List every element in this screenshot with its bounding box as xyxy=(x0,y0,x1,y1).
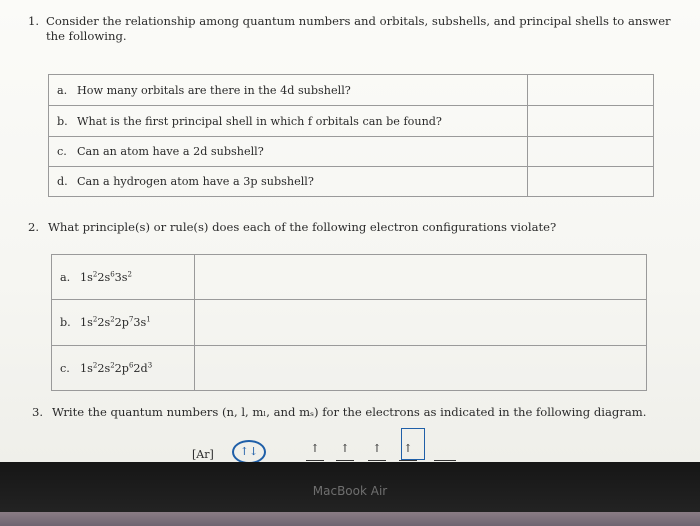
row-label: a. xyxy=(60,270,71,284)
row-text: How many orbitals are there in the 4d subshell? xyxy=(77,83,351,97)
row-text: Can a hydrogen atom have a 3p subshell? xyxy=(77,175,314,188)
electron-count: 6 xyxy=(110,269,115,278)
electron-count: 2 xyxy=(92,315,98,324)
orbital-term: 1s xyxy=(80,361,93,375)
question-3-number: 3. xyxy=(32,405,44,419)
question-1-table xyxy=(48,74,654,197)
electron-configuration xyxy=(80,271,132,284)
answer-cell[interactable] xyxy=(528,75,654,106)
table-row xyxy=(52,300,647,346)
question-2c-cell xyxy=(52,346,195,391)
question-1a-cell xyxy=(49,75,528,106)
question-2a-cell xyxy=(52,255,195,300)
orbital-slot: ↑ xyxy=(336,442,354,461)
electron-count: 2 xyxy=(110,315,115,324)
electron-count: 6 xyxy=(128,360,134,369)
electron-count: 2 xyxy=(110,360,115,369)
answer-cell[interactable] xyxy=(195,346,647,391)
row-label: b. xyxy=(57,114,68,128)
answer-cell[interactable] xyxy=(528,137,654,167)
argon-core-label: [Ar] xyxy=(192,448,214,461)
question-3-text: Write the quantum numbers (n, l, mₗ, and mₛ) for the electrons as indicated in the following diagram. xyxy=(52,405,647,419)
answer-cell[interactable] xyxy=(528,106,654,137)
table-row xyxy=(49,106,654,137)
table-row xyxy=(49,75,654,106)
electron-count: 2 xyxy=(127,269,132,278)
orbital-term: 2s xyxy=(97,361,111,375)
orbital-term: 3s xyxy=(114,270,128,284)
orbital-term: 2p xyxy=(114,361,129,375)
orbital-diagram xyxy=(186,428,476,462)
background-strip xyxy=(0,512,700,526)
question-1b-cell xyxy=(49,106,528,137)
electron-count: 2 xyxy=(92,360,98,369)
electron-count: 1 xyxy=(146,315,151,324)
row-label: d. xyxy=(57,175,68,188)
row-label: a. xyxy=(57,83,68,97)
orbital-term: 3s xyxy=(133,316,147,329)
highlighted-orbital-box xyxy=(401,428,425,460)
row-label: b. xyxy=(60,316,71,329)
question-1-number: 1. xyxy=(28,14,40,28)
orbital-slot xyxy=(434,442,456,461)
answer-cell[interactable] xyxy=(528,167,654,197)
orbital-term: 1s xyxy=(80,270,93,284)
orbital-term: 1s xyxy=(80,316,93,329)
row-text: What is the first principal shell in which f orbitals can be found? xyxy=(77,114,442,128)
answer-cell[interactable] xyxy=(195,255,647,300)
orbital-slot: ↑ xyxy=(399,442,417,461)
electron-configuration xyxy=(80,362,152,375)
question-2-text: What principle(s) or rule(s) does each of the following electron configurations violate? xyxy=(48,220,557,234)
orbital-term: 2p xyxy=(114,316,129,329)
electron-count: 2 xyxy=(92,269,98,278)
electron-count: 7 xyxy=(128,315,134,324)
question-1-text: Consider the relationship among quantum numbers and orbitals, subshells, and principal shells to answer the following. xyxy=(46,14,671,43)
orbital-term: 2s xyxy=(97,316,111,329)
answer-cell[interactable] xyxy=(195,300,647,346)
orbital-term: 2s xyxy=(97,270,111,284)
electron-count: 3 xyxy=(147,360,153,369)
orbital-slot: ↑ xyxy=(306,442,324,461)
table-row xyxy=(49,137,654,167)
circled-orbital: ↑↓ xyxy=(232,440,266,462)
table-row xyxy=(52,346,647,391)
table-row xyxy=(52,255,647,300)
row-label: c. xyxy=(60,361,70,375)
question-2-number: 2. xyxy=(28,220,40,234)
row-text: Can an atom have a 2d subshell? xyxy=(77,145,264,158)
question-1d-cell xyxy=(49,167,528,197)
question-2-table xyxy=(51,254,647,391)
question-2b-cell xyxy=(52,300,195,346)
orbital-term: 2d xyxy=(133,361,148,375)
laptop-brand-label: MacBook Air xyxy=(312,484,388,498)
table-row xyxy=(49,167,654,197)
question-1c-cell xyxy=(49,137,528,167)
row-label: c. xyxy=(57,145,67,158)
orbital-slot: ↑ xyxy=(368,442,386,461)
electron-configuration xyxy=(80,316,151,329)
